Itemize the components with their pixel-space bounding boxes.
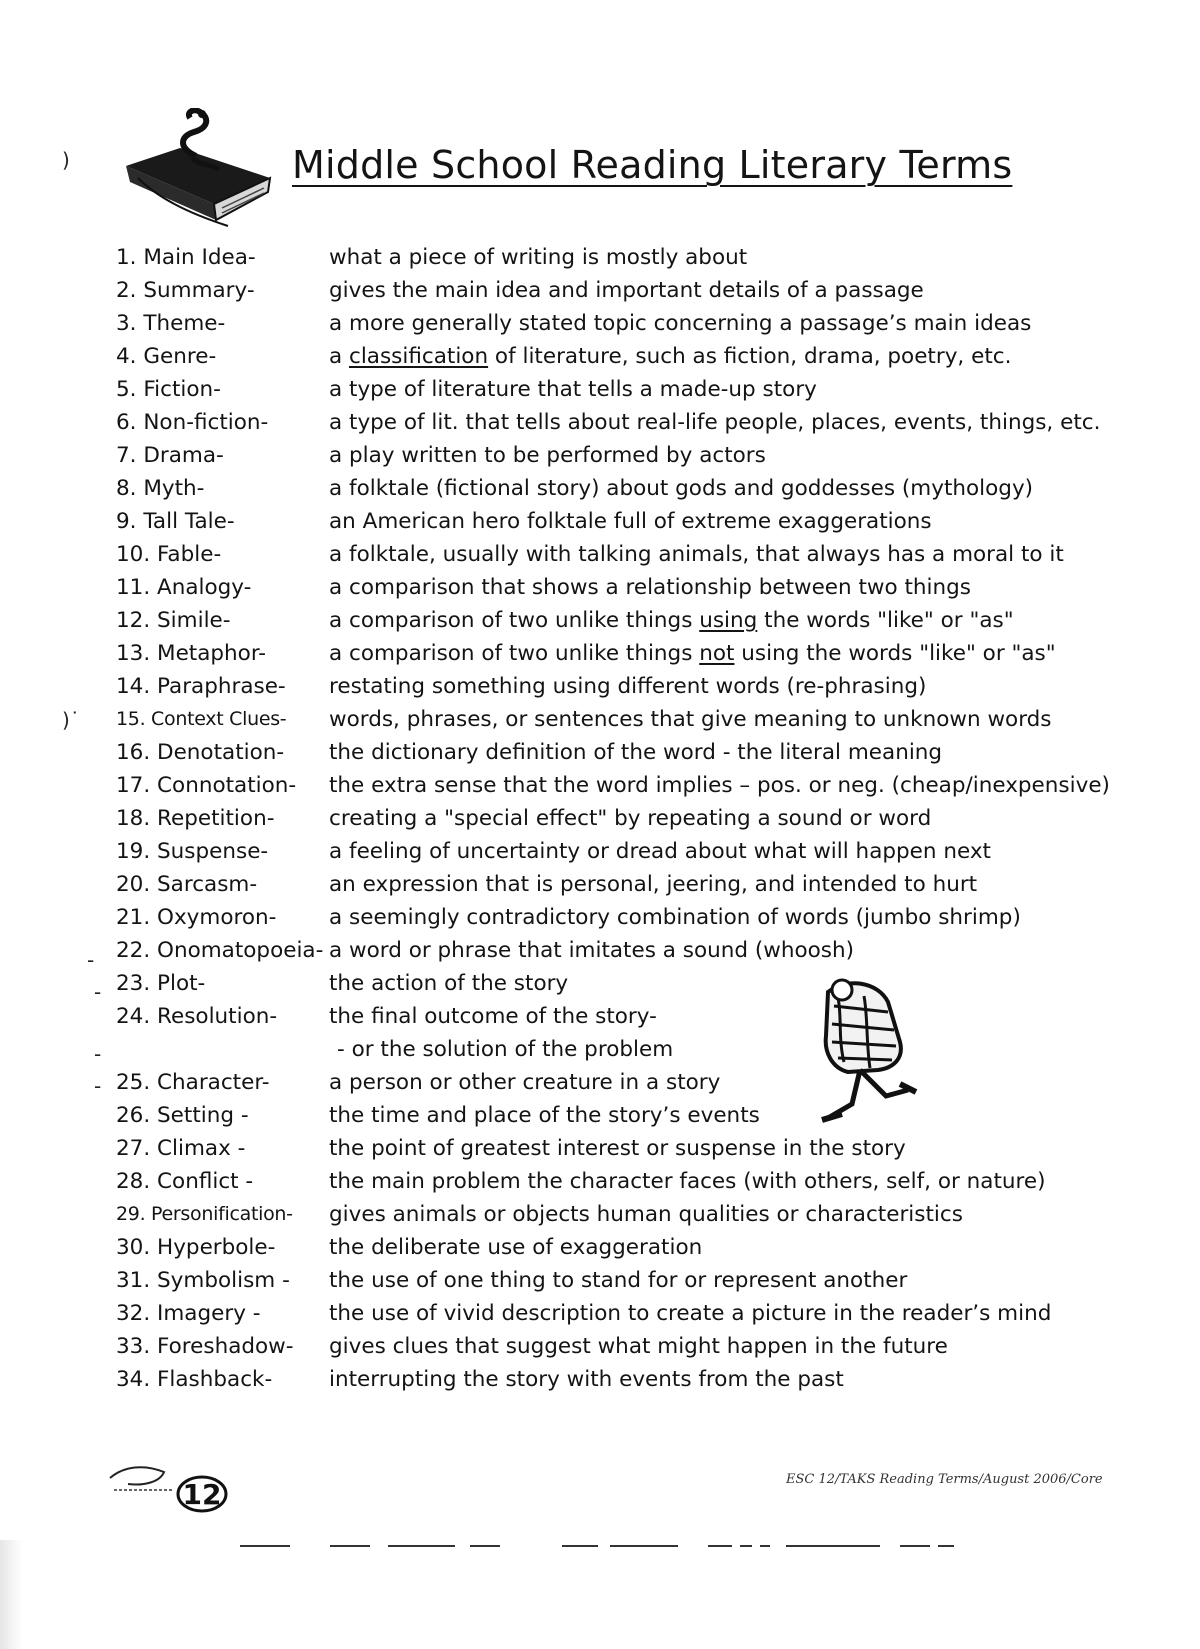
- term-label: 23. Plot-: [116, 971, 206, 996]
- term-row: [0, 967, 1200, 1004]
- term-row: [0, 571, 1200, 604]
- term-row: [0, 472, 1200, 505]
- term-definition: [329, 637, 1056, 670]
- underlined-word: using: [699, 608, 758, 633]
- term-label: 28. Conflict -: [116, 1169, 254, 1194]
- term-label: 2. Summary-: [116, 278, 255, 303]
- term-label: 26. Setting -: [116, 1103, 249, 1128]
- term-row: [0, 340, 1200, 373]
- underlined-word: classification: [349, 344, 489, 369]
- term-row: [0, 538, 1200, 571]
- term-row: [0, 1330, 1200, 1363]
- term-row: [0, 835, 1200, 868]
- term-definition: [329, 340, 1011, 373]
- term-label: 17. Connotation-: [116, 773, 297, 798]
- term-label: 19. Suspense-: [116, 839, 269, 864]
- term-row: [0, 769, 1200, 802]
- term-definition: gives clues that suggest what might happen in the future: [329, 1334, 948, 1359]
- term-definition: - or the solution of the problem: [337, 1037, 674, 1062]
- term-row: [0, 604, 1200, 637]
- definition-text: using the words "like" or "as": [734, 641, 1056, 666]
- term-definition: the point of greatest interest or suspense in the story: [329, 1136, 906, 1161]
- margin-mark: ): [62, 148, 70, 172]
- term-row: [0, 934, 1200, 967]
- term-label: 12. Simile-: [116, 608, 231, 633]
- term-definition: the final outcome of the story-: [329, 1004, 657, 1029]
- definition-text: a comparison of two unlike things: [329, 641, 700, 666]
- term-row: [0, 307, 1200, 340]
- term-label: 31. Symbolism -: [116, 1268, 290, 1293]
- term-definition: a seemingly contradictory combination of words (jumbo shrimp): [329, 905, 1021, 930]
- term-label: 3. Theme-: [116, 311, 226, 336]
- margin-mark: -: [94, 1074, 102, 1098]
- term-label: 20. Sarcasm-: [116, 872, 258, 897]
- term-definition: [329, 604, 1014, 637]
- margin-mark: -: [87, 948, 95, 972]
- term-label: 21. Oxymoron-: [116, 905, 277, 930]
- term-label: 4. Genre-: [116, 344, 217, 369]
- scan-artifact-dashes: [240, 1542, 980, 1550]
- term-definition: the time and place of the story’s events: [329, 1103, 760, 1128]
- term-label: 30. Hyperbole-: [116, 1235, 276, 1260]
- term-definition: creating a "special effect" by repeating a sound or word: [329, 806, 932, 831]
- scan-edge-shadow: [0, 1540, 22, 1649]
- term-row: [0, 1132, 1200, 1165]
- region-12-logo: [104, 1456, 244, 1516]
- term-label: 18. Repetition-: [116, 806, 275, 831]
- term-label: 11. Analogy-: [116, 575, 252, 600]
- term-definition: the action of the story: [329, 971, 569, 996]
- term-definition: a folktale (fictional story) about gods and goddesses (mythology): [329, 476, 1034, 501]
- term-label: 1. Main Idea-: [116, 245, 256, 270]
- margin-mark: -: [94, 980, 102, 1004]
- term-definition: a folktale, usually with talking animals, that always has a moral to it: [329, 542, 1064, 567]
- term-label: 6. Non-fiction-: [116, 410, 269, 435]
- term-row: [0, 670, 1200, 703]
- hiker-with-backpack-icon: [808, 972, 923, 1127]
- term-definition: the use of one thing to stand for or represent another: [329, 1268, 908, 1293]
- term-definition: the extra sense that the word implies – pos. or neg. (cheap/inexpensive): [329, 773, 1110, 798]
- term-row: [0, 1165, 1200, 1198]
- term-definition: a type of lit. that tells about real-life people, places, events, things, etc.: [329, 410, 1101, 435]
- margin-mark: )˙: [62, 708, 80, 732]
- book-with-snake-icon: [118, 108, 278, 233]
- term-row: [0, 736, 1200, 769]
- term-row: [0, 1264, 1200, 1297]
- term-row: [0, 1231, 1200, 1264]
- term-label: 13. Metaphor-: [116, 641, 267, 666]
- term-row: [0, 1297, 1200, 1330]
- term-definition: a feeling of uncertainty or dread about what will happen next: [329, 839, 991, 864]
- term-row: [0, 703, 1200, 736]
- term-label: 24. Resolution-: [116, 1004, 278, 1029]
- term-row: [0, 1066, 1200, 1099]
- term-label: 16. Denotation-: [116, 740, 285, 765]
- footer-citation: ESC 12/TAKS Reading Terms/August 2006/Core: [786, 1472, 1103, 1487]
- term-definition: an American hero folktale full of extreme exaggerations: [329, 509, 932, 534]
- term-row: [0, 901, 1200, 934]
- term-label: 32. Imagery -: [116, 1301, 261, 1326]
- term-row: [0, 1099, 1200, 1132]
- term-row: [0, 1000, 1200, 1033]
- term-row: [0, 802, 1200, 835]
- term-definition: a type of literature that tells a made-up story: [329, 377, 817, 402]
- term-row: [0, 1363, 1200, 1396]
- term-row: [0, 1033, 1200, 1066]
- term-row: [0, 637, 1200, 670]
- term-label: 22. Onomatopoeia-: [116, 938, 324, 963]
- term-label: 7. Drama-: [116, 443, 224, 468]
- term-definition: words, phrases, or sentences that give meaning to unknown words: [329, 707, 1052, 732]
- page-title: Middle School Reading Literary Terms: [292, 143, 1013, 187]
- term-row: [0, 406, 1200, 439]
- definition-text: a: [329, 344, 350, 369]
- term-label: 27. Climax -: [116, 1136, 246, 1161]
- term-row: [0, 1198, 1200, 1231]
- term-label: 5. Fiction-: [116, 377, 221, 402]
- term-row: [0, 439, 1200, 472]
- term-label: 29. Personification-: [116, 1203, 293, 1225]
- term-definition: the use of vivid description to create a picture in the reader’s mind: [329, 1301, 1052, 1326]
- definition-text: a comparison of two unlike things: [329, 608, 700, 633]
- term-definition: the deliberate use of exaggeration: [329, 1235, 703, 1260]
- term-definition: what a piece of writing is mostly about: [329, 245, 748, 270]
- term-row: [0, 274, 1200, 307]
- margin-mark: -: [94, 1042, 102, 1066]
- term-label: 10. Fable-: [116, 542, 222, 567]
- term-definition: a word or phrase that imitates a sound (whoosh): [329, 938, 854, 963]
- term-label: 14. Paraphrase-: [116, 674, 286, 699]
- term-definition: an expression that is personal, jeering, and intended to hurt: [329, 872, 978, 897]
- term-row: [0, 868, 1200, 901]
- definition-text: the words "like" or "as": [757, 608, 1014, 633]
- term-row: [0, 505, 1200, 538]
- term-definition: gives animals or objects human qualities or characteristics: [329, 1202, 963, 1227]
- term-definition: a more generally stated topic concerning a passage’s main ideas: [329, 311, 1032, 336]
- term-label: 34. Flashback-: [116, 1367, 273, 1392]
- term-definition: interrupting the story with events from the past: [329, 1367, 844, 1392]
- term-label: 9. Tall Tale-: [116, 509, 235, 534]
- svg-text:12: 12: [182, 1478, 222, 1511]
- term-label: 15. Context Clues-: [116, 708, 287, 730]
- term-row: [0, 241, 1200, 274]
- term-label: 8. Myth-: [116, 476, 205, 501]
- term-definition: the main problem the character faces (with others, self, or nature): [329, 1169, 1046, 1194]
- term-label: 25. Character-: [116, 1070, 270, 1095]
- term-definition: restating something using different words (re-phrasing): [329, 674, 927, 699]
- term-definition: a person or other creature in a story: [329, 1070, 721, 1095]
- terms-list: [0, 241, 1200, 1396]
- term-definition: the dictionary definition of the word - the literal meaning: [329, 740, 943, 765]
- term-label: 33. Foreshadow-: [116, 1334, 294, 1359]
- definition-text: of literature, such as fiction, drama, poetry, etc.: [488, 344, 1012, 369]
- term-definition: a play written to be performed by actors: [329, 443, 766, 468]
- term-row: [0, 373, 1200, 406]
- term-definition: a comparison that shows a relationship between two things: [329, 575, 972, 600]
- underlined-word: not: [699, 641, 735, 666]
- term-definition: gives the main idea and important details of a passage: [329, 278, 924, 303]
